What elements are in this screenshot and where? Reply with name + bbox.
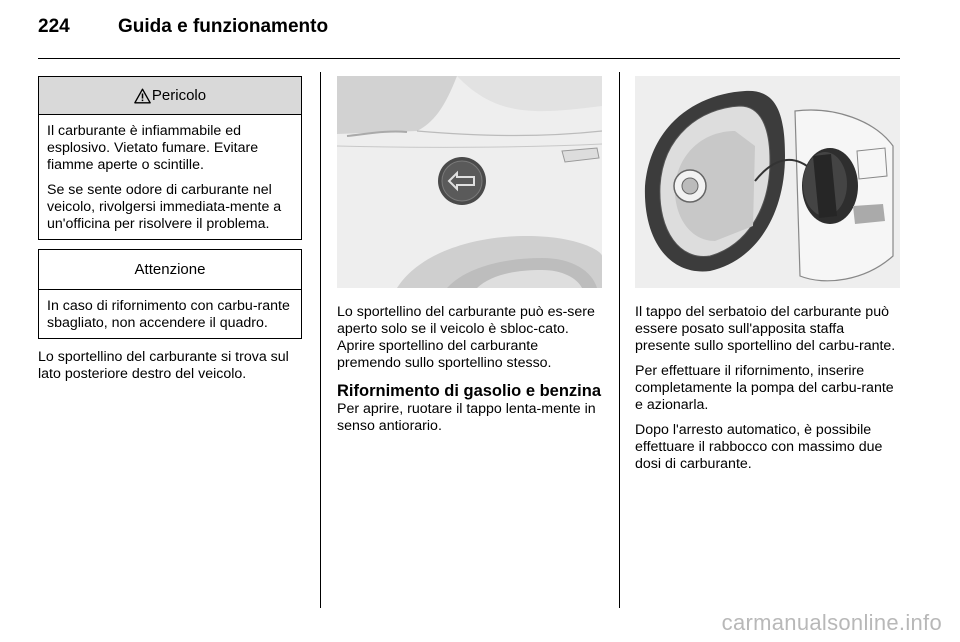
- top-up-text: Dopo l'arresto automatico, è possibile effettuare il rabbocco con massimo due dosi di carburante.: [635, 422, 883, 472]
- page-number: 224: [38, 16, 70, 37]
- caution-box-header: [39, 250, 301, 290]
- caution-box-title: Attenzione: [134, 261, 206, 278]
- caution-paragraph: In caso di rifornimento con carbu-rante sbagliato, non accendere il quadro.: [47, 298, 290, 331]
- header-rule: [38, 58, 900, 59]
- danger-box-body: [39, 115, 301, 239]
- watermark: carmanualsonline.info: [721, 610, 942, 635]
- danger-box: [38, 76, 302, 240]
- danger-box-header: [39, 77, 301, 115]
- fuel-door-location-text: Lo sportellino del carburante si trova sul lato posteriore destro del veicolo.: [38, 349, 289, 382]
- danger-box-title: Pericolo: [151, 87, 207, 104]
- column-3: [635, 76, 900, 473]
- car-fuel-door-illustration: [337, 76, 602, 288]
- column-2: [337, 76, 602, 435]
- danger-paragraph: Se se sente odore di carburante nel veicolo, rivolgersi immediata-mente a un'officina per risolvere il problema.: [47, 182, 282, 232]
- column-divider-1: [320, 72, 321, 608]
- insert-nozzle-text: Per effettuare il rifornimento, inserire completamente la pompa del carbu-rante e azionarla.: [635, 363, 894, 413]
- danger-paragraph: Il carburante è infiammabile ed esplosivo. Vietato fumare. Evitare fiamme aperte o scintille.: [47, 123, 259, 173]
- fuel-door-open-text: Lo sportellino del carburante può es-sere aperto solo se il veicolo è sbloc-cato. Aprire sportellino del carburante premendo sullo sportellino stesso.: [337, 304, 595, 371]
- fuel-cap-illustration: [635, 76, 900, 288]
- column-divider-2: [619, 72, 620, 608]
- section-title: Guida e funzionamento: [118, 16, 329, 37]
- column-1: [38, 76, 302, 383]
- warning-triangle-icon: [134, 88, 151, 104]
- caution-box: [38, 249, 302, 339]
- page-header: [38, 16, 328, 50]
- cap-holder-text: Il tappo del serbatoio del carburante può essere posato sull'apposita staffa presente sullo sportellino del carbu-rante.: [635, 304, 896, 354]
- caution-box-body: [39, 290, 301, 338]
- refueling-subheading: Rifornimento di gasolio e benzina: [337, 382, 602, 400]
- open-cap-text: Per aprire, ruotare il tappo lenta-mente in senso antiorario.: [337, 401, 596, 434]
